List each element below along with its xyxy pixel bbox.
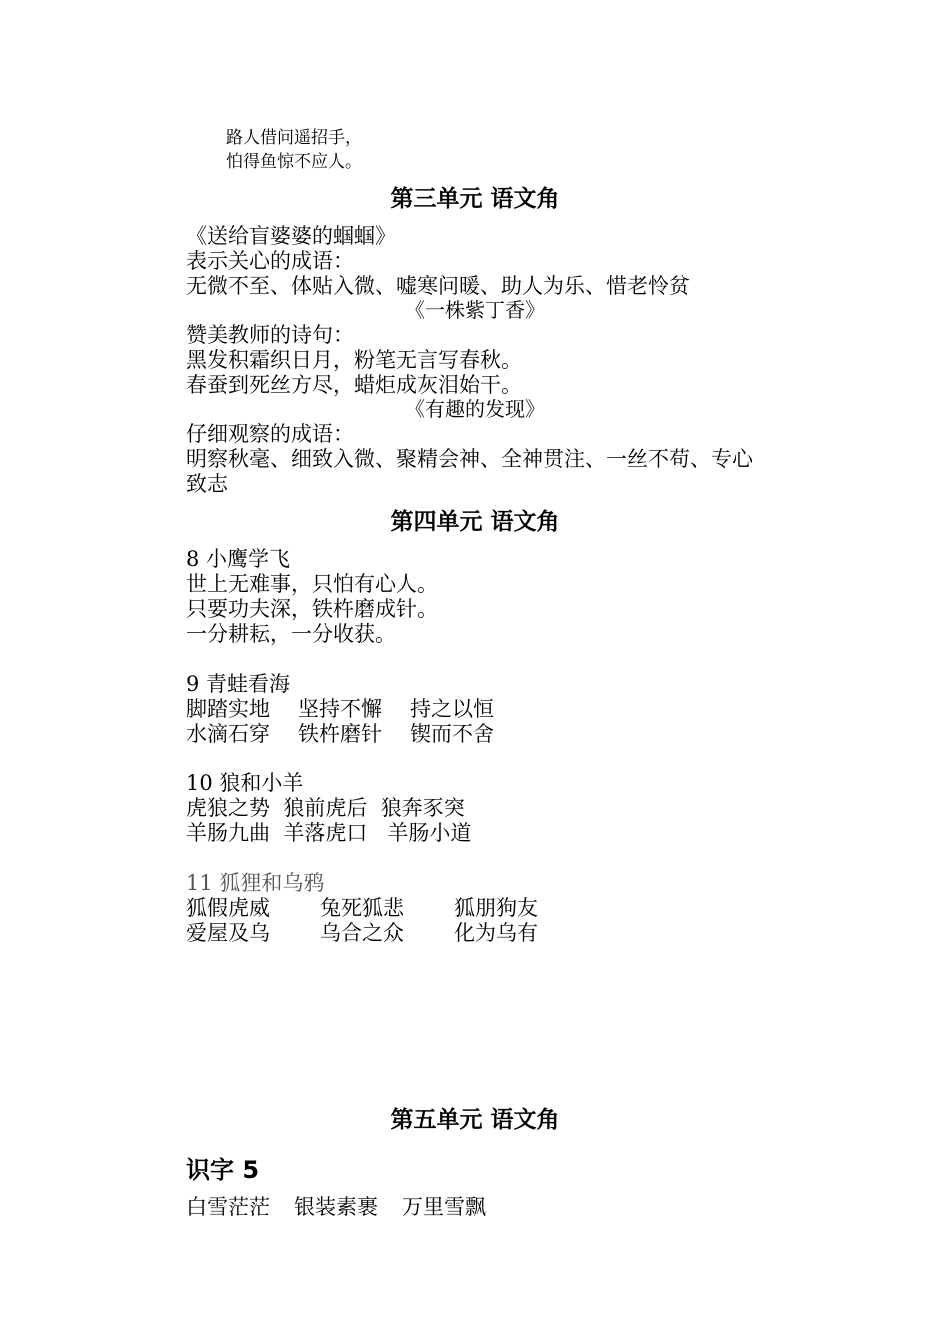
idiom: 铁杵磨针 <box>298 722 382 746</box>
unit3-lesson2-line2: 春蚕到死丝方尽，蜡炬成灰泪始干。 <box>186 373 522 397</box>
unit3-lesson3-label: 仔细观察的成语： <box>186 422 354 446</box>
unit4-l8-line3: 一分耕耘，一分收获。 <box>186 622 396 646</box>
unit3-lesson1-words: 无微不至、体贴入微、嘘寒问暖、助人为乐、惜老怜贫 <box>186 274 690 298</box>
unit4-l8-line2: 只要功夫深，铁杵磨成针。 <box>186 597 438 621</box>
unit4-l9-title: 9 青蛙看海 <box>186 672 291 696</box>
idiom: 脚踏实地 <box>186 697 270 721</box>
unit3-heading: 第三单元 语文角 <box>390 185 560 212</box>
unit3-lesson2-line1: 黑发积霜织日月，粉笔无言写春秋。 <box>186 348 522 372</box>
unit5-heading: 第五单元 语文角 <box>390 1106 560 1133</box>
idiom: 乌合之众 <box>320 921 404 945</box>
idiom: 锲而不舍 <box>410 722 494 746</box>
unit4-l10-line1: 虎狼之势 狼前虎后 狼奔豕突 <box>186 796 465 820</box>
poem-line-2: 怕得鱼惊不应人。 <box>226 152 362 172</box>
idiom: 化为乌有 <box>454 921 538 945</box>
unit5-words <box>186 1195 486 1220</box>
idiom: 狐朋狗友 <box>454 896 538 920</box>
unit4-l8-title: 8 小鹰学飞 <box>186 547 291 571</box>
idiom: 白雪茫茫 <box>186 1195 270 1219</box>
idiom: 坚持不懈 <box>298 697 382 721</box>
unit4-l10-line2: 羊肠九曲 羊落虎口 羊肠小道 <box>186 821 472 845</box>
poem-line-1: 路人借问遥招手， <box>226 128 362 148</box>
unit4-heading: 第四单元 语文角 <box>390 508 560 535</box>
unit4-l9-row1 <box>186 697 494 722</box>
unit4-l11-row2 <box>186 921 538 946</box>
unit4-l9-row2 <box>186 722 494 747</box>
unit4-l11-row1 <box>186 896 538 921</box>
unit3-lesson1-label: 表示关心的成语： <box>186 249 354 273</box>
unit4-l11-title: 11 狐狸和乌鸦 <box>186 871 325 895</box>
idiom: 水滴石穿 <box>186 722 270 746</box>
idiom: 万里雪飘 <box>402 1195 486 1219</box>
idiom: 爱屋及乌 <box>186 921 270 945</box>
unit4-l8-line1: 世上无难事，只怕有心人。 <box>186 572 438 596</box>
unit3-lesson3-words1: 明察秋毫、细致入微、聚精会神、全神贯注、一丝不苟、专心 <box>186 447 753 471</box>
unit3-lesson2-label: 赞美教师的诗句： <box>186 323 354 347</box>
unit3-lesson2-title: 《一株紫丁香》 <box>405 298 545 322</box>
unit4-l10-title: 10 狼和小羊 <box>186 771 304 795</box>
unit3-lesson1-title: 《送给盲婆婆的蝈蝈》 <box>186 224 396 248</box>
idiom: 狐假虎威 <box>186 896 270 920</box>
unit3-lesson3-title: 《有趣的发现》 <box>405 397 545 421</box>
idiom: 银装素裹 <box>294 1195 378 1219</box>
unit5-subheading: 识字 5 <box>186 1156 260 1184</box>
idiom: 持之以恒 <box>410 697 494 721</box>
unit3-lesson3-words2: 致志 <box>186 472 228 496</box>
idiom: 兔死狐悲 <box>320 896 404 920</box>
